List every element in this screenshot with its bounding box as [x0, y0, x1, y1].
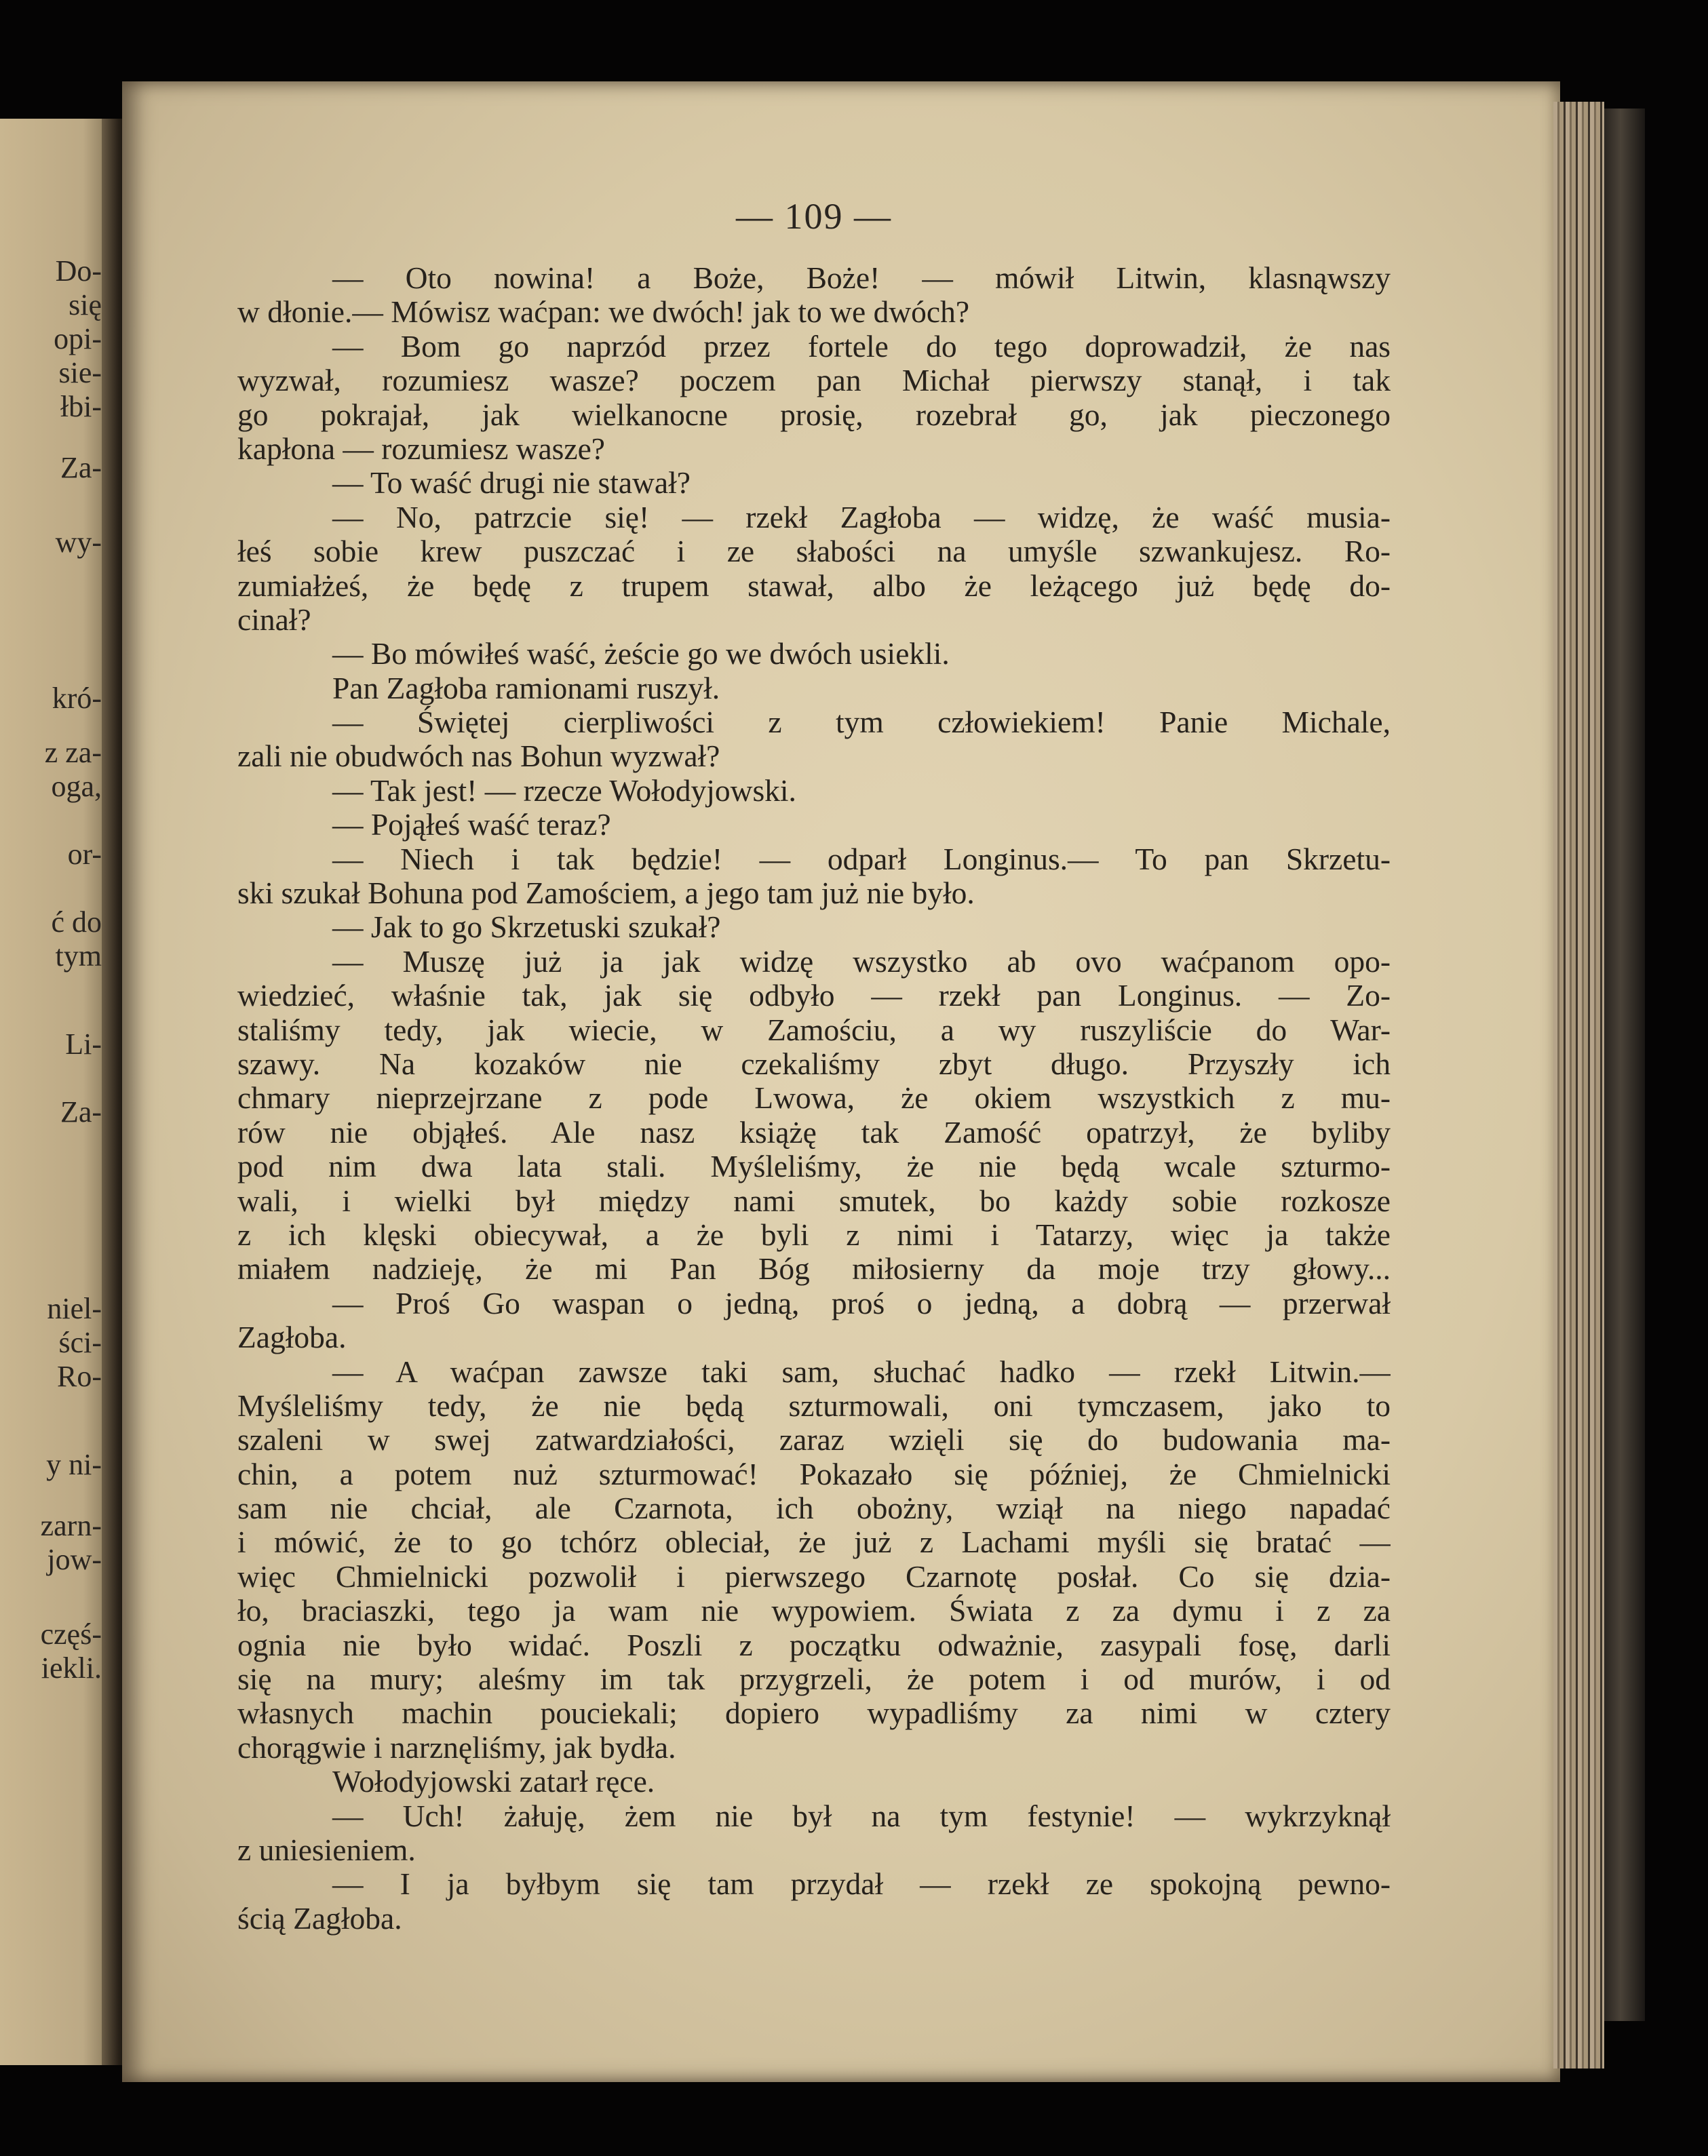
text-line: miałem nadzieję, że mi Pan Bóg miłosierny da moje trzy głowy... — [237, 1252, 1391, 1287]
left-page-fragment: Ro- — [57, 1360, 102, 1393]
text-line: własnych machin pouciekali; dopiero wypadliśmy za nimi w cztery — [237, 1696, 1391, 1731]
text-line: zumiałżeś, że będę z trupem stawał, albo że leżącego już będę do- — [237, 568, 1391, 603]
left-page-fragment: się — [69, 288, 102, 321]
left-page-edge — [0, 119, 119, 2065]
text-line: wyzwał, rozumiesz wasze? poczem pan Michał pierwszy stanął, i tak — [237, 364, 1391, 398]
text-line: — Pojąłeś waść teraz? — [332, 808, 611, 842]
text-line: ło, braciaszki, tego ja wam nie wypowiem. Świata z za dymu i z za — [237, 1594, 1391, 1628]
text-line: — A waćpan zawsze taki sam, słuchać hadko — rzekł Litwin.— — [332, 1354, 1391, 1389]
text-line: kapłona — rozumiesz wasze? — [237, 431, 605, 466]
text-line: chmary nieprzejrzane z pode Lwowa, że okiem wszystkich z mu- — [237, 1081, 1391, 1116]
text-line: — Świętej cierpliwości z tym człowiekiem! Panie Michale, — [332, 705, 1391, 740]
left-page-fragment: wy- — [55, 526, 102, 559]
left-page-fragment: łbi- — [60, 390, 102, 423]
text-line: — Oto nowina! a Boże, Boże! — mówił Litwin, klasnąwszy — [332, 261, 1391, 295]
text-line: — Bom go naprzód przez fortele do tego doprowadził, że nas — [332, 329, 1391, 364]
text-line: pod nim dwa lata stali. Myśleliśmy, że nie będą wcale szturmo- — [237, 1150, 1391, 1184]
text-line: ski szukał Bohuna pod Zamościem, a jego tam już nie było. — [237, 876, 975, 911]
text-line: Myśleliśmy tedy, że nie będą szturmowali, oni tymczasem, jako to — [237, 1388, 1391, 1423]
left-page-fragment: Li- — [65, 1027, 102, 1061]
text-line: staliśmy tedy, jak wiecie, w Zamościu, a wy ruszyliście do War- — [237, 1013, 1391, 1047]
left-page-fragment: jow- — [47, 1543, 102, 1576]
book-cover-edge — [1604, 109, 1645, 2021]
text-line: cinał? — [237, 602, 311, 637]
text-line: z uniesieniem. — [237, 1832, 416, 1867]
left-page-fragment: y ni- — [46, 1448, 102, 1481]
text-line: chorągwie i narznęliśmy, jak bydła. — [237, 1730, 676, 1765]
text-line: Pan Zagłoba ramionami ruszył. — [332, 671, 720, 705]
text-line: — Niech i tak będzie! — odparł Longinus.— To pan Skrzetu- — [332, 842, 1391, 876]
left-page-fragment: tym — [55, 939, 102, 973]
left-page-fragment: sie- — [58, 356, 102, 389]
left-page-fragment: Za- — [60, 451, 102, 484]
text-line: wiedzieć, właśnie tak, jak się odbyło — rzekł pan Longinus. — Zo- — [237, 979, 1391, 1013]
body-text — [237, 261, 1391, 1936]
text-line: sam nie chciał, ale Czarnota, ich obożny, wziął na niego napadać — [237, 1491, 1391, 1526]
left-page-fragment: opi- — [54, 322, 102, 355]
text-line: łeś sobie krew puszczać i ze słabości na umyśle szwankujesz. Ro- — [237, 534, 1391, 569]
text-line: ognia nie było widać. Poszli z początku odważnie, zasypali fosę, darli — [237, 1628, 1391, 1662]
text-line: ścią Zagłoba. — [237, 1901, 402, 1936]
left-page-fragment: z za- — [44, 736, 102, 769]
text-line: — Bo mówiłeś waść, żeście go we dwóch usiekli. — [332, 637, 950, 671]
left-page-fragment: kró- — [52, 682, 102, 715]
text-line: — To waść drugi nie stawał? — [332, 466, 691, 501]
left-page-fragment: or- — [67, 838, 102, 871]
text-line: wali, i wielki był między nami smutek, bo każdy sobie rozkosze — [237, 1183, 1391, 1218]
text-line: — Jak to go Skrzetuski szukał? — [332, 910, 721, 945]
text-line: go pokrajał, jak wielkanocne prosię, rozebrał go, jak pieczonego — [237, 397, 1391, 432]
text-line: Zagłoba. — [237, 1320, 347, 1355]
text-line: zali nie obudwóch nas Bohun wyzwał? — [237, 739, 720, 774]
text-line: — Muszę już ja jak widzę wszystko ab ovo waćpanom opo- — [332, 944, 1391, 979]
page-number: — 109 — — [736, 196, 892, 237]
left-page-fragment: zarn- — [40, 1509, 102, 1542]
text-line: i mówić, że to go tchórz obleciał, że już z Lachami myśli się bratać — — [237, 1525, 1391, 1560]
text-line: — Tak jest! — rzecze Wołodyjowski. — [332, 773, 796, 808]
text-line: więc Chmielnicki pozwolił i pierwszego Czarnotę posłał. Co się dzia- — [237, 1559, 1391, 1594]
text-line: szawy. Na kozaków nie czekaliśmy zbyt długo. Przyszły ich — [237, 1046, 1391, 1081]
page-edges — [1553, 102, 1604, 2069]
text-line: rów nie objąłeś. Ale nasz książę tak Zamość opatrzył, że byliby — [237, 1115, 1391, 1150]
left-page-fragment: ści- — [58, 1326, 102, 1359]
left-page-fragment: Do- — [55, 254, 102, 288]
text-line: — No, patrzcie się! — rzekł Zagłoba — widzę, że waść musia- — [332, 500, 1391, 534]
text-line: Wołodyjowski zatarł ręce. — [332, 1765, 655, 1799]
text-line: w dłonie.— Mówisz waćpan: we dwóch! jak to we dwóch? — [237, 295, 970, 330]
left-page-fragment: częś- — [40, 1618, 102, 1651]
left-page-fragment: ć do — [51, 905, 102, 939]
text-line: szaleni w swej zatwardziałości, zaraz wzięli się do budowania ma- — [237, 1423, 1391, 1457]
left-page-fragment: iekli. — [41, 1651, 102, 1685]
text-line: — I ja byłbym się tam przydał — rzekł ze spokojną pewno- — [332, 1867, 1391, 1902]
left-page-fragment: Za- — [60, 1095, 102, 1129]
text-line: chin, a potem nuż szturmować! Pokazało się później, że Chmielnicki — [237, 1457, 1391, 1491]
text-line: — Uch! żałuję, żem nie był na tym festynie! — wykrzyknął — [332, 1799, 1391, 1833]
text-line: — Proś Go waspan o jedną, proś o jedną, a dobrą — przerwał — [332, 1286, 1391, 1320]
left-page-fragment: oga, — [51, 770, 102, 803]
left-page-fragment: niel- — [47, 1292, 102, 1325]
text-line: się na mury; aleśmy im tak przygrzeli, że potem i od murów, i od — [237, 1662, 1391, 1697]
text-line: z ich klęski obiecywał, a że byli z nimi i Tatarzy, więc ja także — [237, 1217, 1391, 1252]
